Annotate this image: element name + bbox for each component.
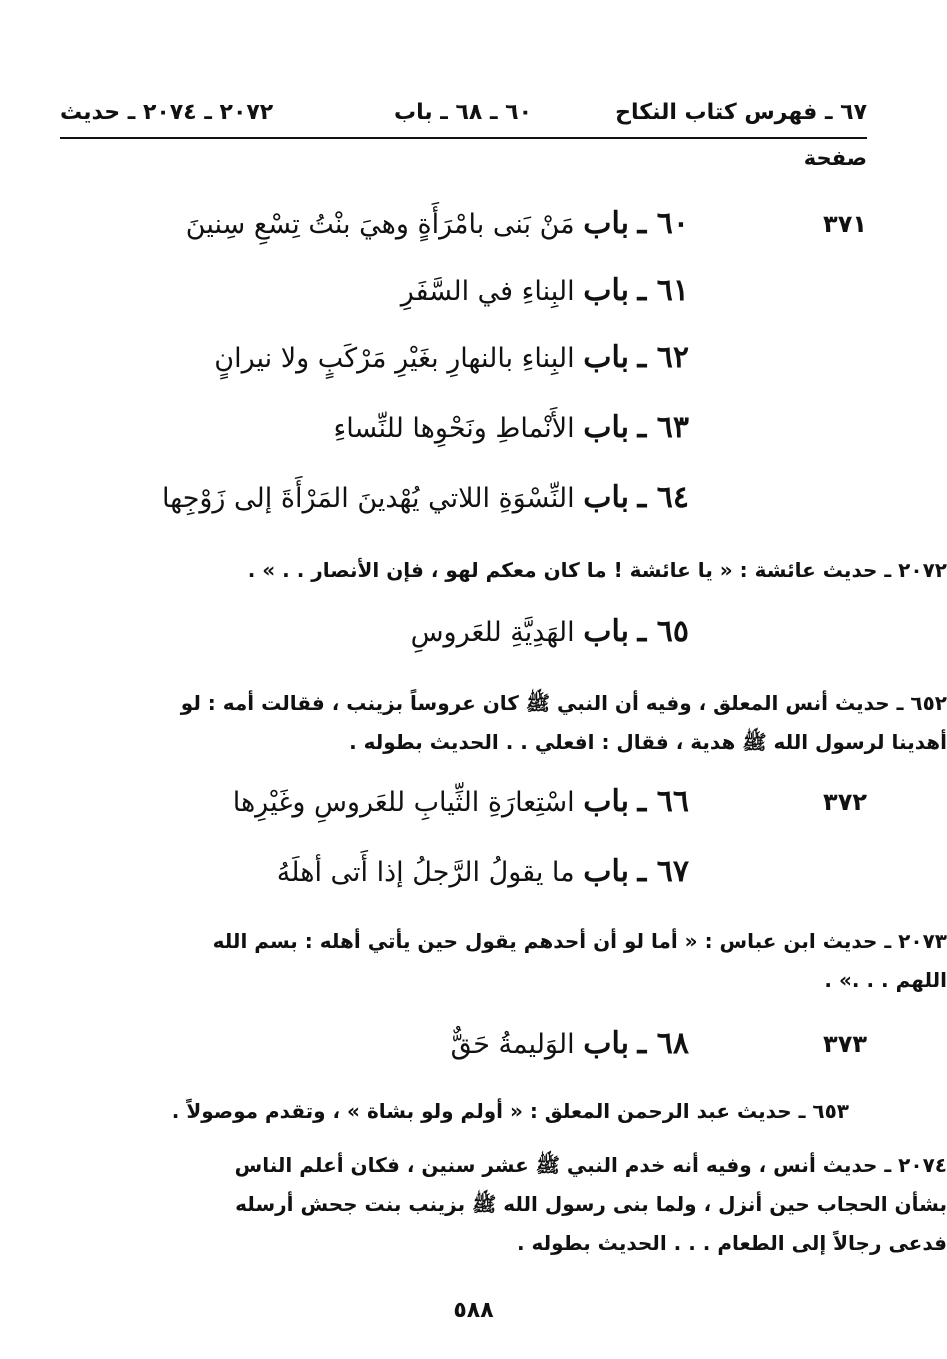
chapter-number: ٦٥ ـ: [637, 614, 689, 649]
chapter-heading: [162, 480, 689, 515]
hadith-entry: [0, 1092, 849, 1131]
hadith-entry: [0, 684, 947, 762]
chapter-heading: [233, 784, 689, 819]
chapter-number: ٦٦ ـ: [637, 784, 689, 819]
chapter-keyword: باب: [583, 410, 629, 445]
chapter-keyword: باب: [583, 340, 629, 375]
hadith-line: ٦٥٣ ـ حديث عبد الرحمن المعلق : « أولم ولو بشاة » ، وتقدم موصولاً .: [171, 1099, 849, 1123]
chapter-title: الهَدِيَّةِ للعَروسِ: [410, 617, 575, 648]
header-chapter-range: ٦٠ ـ ٦٨ ـ باب: [393, 100, 532, 125]
hadith-line: ٢٠٧٣ ـ حديث ابن عباس : « أما لو أن أحدهم يقول حين يأتي أهله : بسم الله: [212, 929, 947, 953]
chapter-title: مَنْ بَنى بامْرَأَةٍ وهيَ بنْتُ تِسْعِ سِنينَ: [185, 209, 575, 240]
chapter-title: الوَليمةُ حَقٌّ: [450, 1029, 575, 1060]
hadith-line: بشأن الحجاب حين أنزل ، ولما بنى رسول الله ﷺ بزينب بنت جحش أرسله: [235, 1192, 947, 1216]
hadith-line: ٦٥٢ ـ حديث أنس المعلق ، وفيه أن النبي ﷺ كان عروساً بزينب ، فقالت أمه : لو: [180, 691, 947, 715]
chapter-keyword: باب: [583, 614, 629, 649]
hadith-entry: [0, 922, 947, 1000]
hadith-line: ٢٠٧٢ ـ حديث عائشة : « يا عائشة ! ما كان معكم لهو ، فإن الأنصار . . » .: [247, 558, 947, 582]
chapter-keyword: باب: [583, 784, 629, 819]
chapter-heading: [334, 410, 690, 445]
chapter-heading: [214, 340, 689, 375]
chapter-number: ٦٢ ـ: [637, 340, 689, 375]
chapter-heading: [186, 206, 689, 241]
hadith-entry: [0, 1146, 947, 1263]
chapter-keyword: باب: [583, 480, 629, 515]
hadith-line: أهدينا لرسول الله ﷺ هدية ، فقال : افعلي . . الحديث بطوله .: [349, 730, 947, 754]
chapter-keyword: باب: [583, 206, 629, 241]
page-number: ٥٨٨: [453, 1298, 494, 1323]
chapter-number: ٦٤ ـ: [637, 480, 689, 515]
chapter-number: ٦١ ـ: [637, 273, 689, 308]
chapter-number: ٦٧ ـ: [637, 854, 689, 889]
chapter-title: الأَنْماطِ ونَحْوِها للنِّساءِ: [333, 413, 575, 444]
running-header: [60, 100, 867, 134]
hadith-line: فدعى رجالاً إلى الطعام . . . الحديث بطوله .: [516, 1231, 947, 1255]
chapter-page-number: ٣٧٢: [823, 788, 867, 816]
chapter-heading: [277, 854, 689, 889]
chapter-keyword: باب: [583, 854, 629, 889]
chapter-title: البِناءِ بالنهارِ بغَيْرِ مَرْكَبٍ ولا نيرانٍ: [214, 343, 575, 374]
chapter-title: اسْتِعارَةِ الثِّيابِ للعَروسِ وغَيْرِها: [232, 787, 575, 818]
chapter-title: البِناءِ في السَّفَرِ: [400, 276, 575, 307]
chapter-number: ٦٣ ـ: [637, 410, 689, 445]
chapter-heading: [411, 614, 689, 649]
chapter-number: ٦٠ ـ: [637, 206, 689, 241]
chapter-title: ما يقولُ الرَّجلُ إذا أَتى أهلَهُ: [276, 857, 575, 888]
chapter-keyword: باب: [583, 1026, 629, 1061]
hadith-entry: [0, 551, 947, 590]
header-hadith-range: ٢٠٧٢ ـ ٢٠٧٤ ـ حديث: [60, 100, 274, 125]
chapter-page-number: ٣٧١: [823, 210, 867, 238]
chapter-heading: [451, 1026, 689, 1061]
page-column-heading: صفحة: [803, 146, 867, 170]
hadith-line: اللهم . . .» .: [824, 968, 947, 992]
hadith-line: ٢٠٧٤ ـ حديث أنس ، وفيه أنه خدم النبي ﷺ عشر سنين ، فكان أعلم الناس: [234, 1153, 947, 1177]
chapter-heading: [401, 273, 689, 308]
header-rule: [60, 137, 867, 139]
chapter-number: ٦٨ ـ: [637, 1026, 689, 1061]
chapter-keyword: باب: [583, 273, 629, 308]
chapter-page-number: ٣٧٣: [823, 1030, 867, 1058]
header-book-title: ٦٧ ـ فهرس كتاب النكاح: [615, 100, 867, 125]
chapter-title: النِّسْوَةِ اللاتي يُهْدينَ المَرْأَةَ إلى زَوْجِها: [162, 483, 575, 514]
